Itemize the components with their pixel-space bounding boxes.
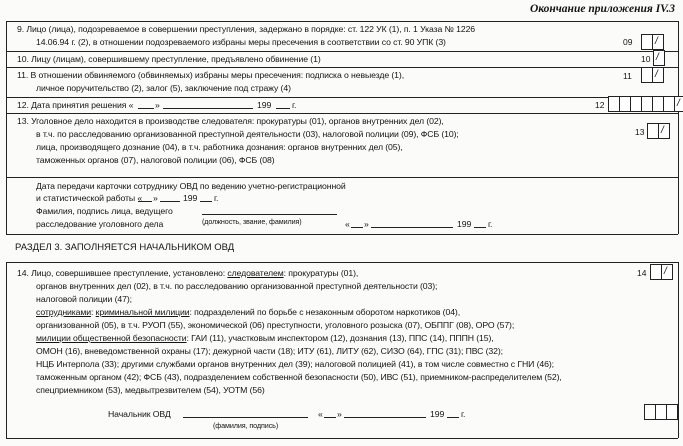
row-9-code: 09	[623, 37, 633, 47]
chief-label: Начальник ОВД	[108, 409, 171, 419]
row-14-code: 14	[637, 268, 647, 278]
row-12-boxes[interactable]	[609, 96, 683, 112]
transfer-date-yr-suffix: г.	[488, 219, 493, 229]
code-box[interactable]: /	[661, 264, 673, 280]
row-12-code: 12	[595, 100, 605, 110]
code-box[interactable]: /	[658, 123, 670, 139]
transfer-month-blank[interactable]	[160, 201, 180, 202]
transfer-date-close: »	[364, 219, 369, 229]
code-box[interactable]: /	[652, 67, 664, 83]
row-13-code: 13	[635, 127, 645, 137]
row-12-yr-suffix: г.	[292, 100, 297, 110]
row-divider	[6, 177, 678, 178]
row-14-text-6: милиции общественной безопасности: ГАИ (11), участковым инспектором (12), дознания (13), ППС (14), ПППН (15),	[36, 333, 494, 343]
transfer-text-2d: г.	[214, 193, 219, 203]
transfer-date-year-blank[interactable]	[474, 227, 486, 228]
code-box[interactable]: /	[653, 50, 665, 66]
frame-right	[678, 21, 679, 234]
row-14-text-1: 14. Лицо, совершившее преступление, установлено: следователем: прокуратуры (01),	[17, 268, 359, 278]
row-13-text-3: лица, производящего дознание (04), в т.ч. работника дознания: органов внутренних дел (05),	[36, 142, 403, 152]
row-9-boxes[interactable]	[642, 34, 664, 50]
row-13-boxes[interactable]	[648, 123, 670, 139]
row-14-text-8: НЦБ Интерпола (33); другими службами органов внутренних дел (39); налоговой полицией (41), в том числе совместно с ГНИ (46);	[36, 359, 554, 369]
chief-code-boxes[interactable]	[645, 404, 678, 420]
row-10-text: 10. Лицу (лицам), совершившему преступление, предъявлено обвинение (1)	[17, 54, 321, 64]
chief-date-yr-suffix: г.	[461, 409, 466, 419]
year-blank[interactable]	[276, 108, 290, 109]
row-11-code: 11	[623, 71, 632, 81]
row-divider	[6, 67, 678, 68]
row-divider	[6, 97, 678, 98]
transfer-date-month[interactable]	[371, 227, 453, 228]
row-13-text-2: в т.ч. по расследованию организованной преступной деятельности (03), налоговой полиции (09), ФСБ (10);	[36, 129, 459, 139]
row-divider	[6, 51, 678, 52]
chief-date-close: »	[337, 409, 342, 419]
row-13-text-4: таможенных органов (07), налоговой полиции (06), ФСБ (08)	[36, 155, 275, 165]
row-14-text-7: ОМОН (16), вневедомственной охраны (17); дежурной части (18); ИТУ (61), ЛИТУ (62), СИЗО (64), ГПС (31); ПВС (32);	[36, 346, 503, 356]
day-blank[interactable]	[138, 108, 154, 109]
transfer-date-year: 199	[457, 219, 472, 229]
row-14-text-2: органов внутренних дел (02), в т.ч. по расследованию организованной преступной деятельности (03);	[36, 281, 438, 291]
row-9-text-1: 9. Лицо (лица), подозреваемое в совершении преступления, задержано в порядке: ст. 122 УК (1), п. 1 Указа № 1226	[17, 24, 476, 34]
chief-date-open: «	[318, 409, 323, 419]
transfer-text-2b: »	[153, 193, 158, 203]
row-13-text-1: 13. Уголовное дело находится в производстве следователя: прокуратуры (01), органов внутренних дел (02),	[17, 116, 444, 126]
row-11-text-1: 11. В отношении обвиняемого (обвиняемых) избраны меры пресечения: подписка о невыезде (1),	[17, 70, 405, 80]
chief-date-year-blank[interactable]	[447, 417, 459, 418]
frame-right	[678, 262, 679, 438]
row-12-label: 12. Дата принятия решения «	[17, 100, 134, 110]
appendix-header: Окончание приложения IV.3	[529, 3, 675, 15]
row-10-boxes[interactable]	[654, 50, 665, 66]
row-11-boxes[interactable]	[642, 67, 664, 83]
row-12-year: 199	[257, 100, 272, 110]
transfer-text-2a: и статистической работы «	[36, 193, 143, 203]
code-box[interactable]: /	[674, 96, 683, 112]
row-11-text-2: личное поручительство (2), залог (5), заключение под стражу (4)	[36, 83, 291, 93]
row-divider	[6, 21, 678, 22]
row-12-quote: »	[155, 100, 160, 110]
code-box[interactable]	[666, 404, 678, 420]
row-14-text-3: налоговой полиции (47);	[36, 294, 132, 304]
row-14-boxes[interactable]	[651, 264, 673, 280]
section-3-title: РАЗДЕЛ 3. ЗАПОЛНЯЕТСЯ НАЧАЛЬНИКОМ ОВД	[15, 242, 235, 253]
row-10-code: 10	[641, 54, 651, 64]
frame-left	[6, 21, 7, 234]
row-divider	[6, 113, 678, 114]
transfer-date-day[interactable]	[351, 227, 363, 228]
row-14-text-5: организованной (05), в т.ч. РУОП (55), экономической (06) преступности, уголовного розыска (07), ОБППГ (08), ОРО (57);	[36, 320, 515, 330]
transfer-text-2c: 199	[183, 193, 198, 203]
transfer-text-3: Фамилия, подпись лица, ведущего	[36, 206, 173, 216]
row-14-text-4: сотрудниками: криминальной милиции: подразделений по борьбе с незаконным оборотом наркотиков (04),	[36, 307, 461, 317]
transfer-day-blank[interactable]	[138, 201, 152, 202]
row-divider	[6, 438, 678, 439]
chief-date-day[interactable]	[324, 417, 336, 418]
transfer-date-open: «	[345, 219, 350, 229]
frame-left	[6, 262, 7, 438]
row-divider	[6, 262, 678, 263]
code-box[interactable]: /	[652, 34, 664, 50]
investigator-blank[interactable]	[202, 214, 337, 215]
chief-date-month[interactable]	[344, 417, 426, 418]
chief-signature-blank[interactable]	[183, 417, 308, 418]
month-blank[interactable]	[163, 108, 253, 109]
transfer-year-blank[interactable]	[200, 201, 212, 202]
row-14-text-10: спецприемником (53), медвытрезвителем (54), УОТМ (56)	[36, 385, 265, 395]
chief-date-year: 199	[430, 409, 445, 419]
row-divider	[6, 234, 678, 235]
transfer-text-4: расследование уголовного дела	[36, 219, 164, 229]
row-9-text-2: 14.06.94 г. (2), в отношении подозреваемого избраны меры пресечения в соответствии со ст. 90 УПК (3)	[36, 37, 446, 47]
investigator-caption: (должность, звание, фамилия)	[202, 217, 302, 226]
row-14-text-9: таможенным органом (42); ФСБ (43), подразделением собственной безопасности (50), ИВС (51), приемником-распределителем (52),	[36, 372, 562, 382]
chief-caption: (фамилия, подпись)	[213, 421, 279, 430]
transfer-text-1: Дата передачи карточки сотруднику ОВД по ведению учетно-регистрационной	[36, 181, 346, 191]
